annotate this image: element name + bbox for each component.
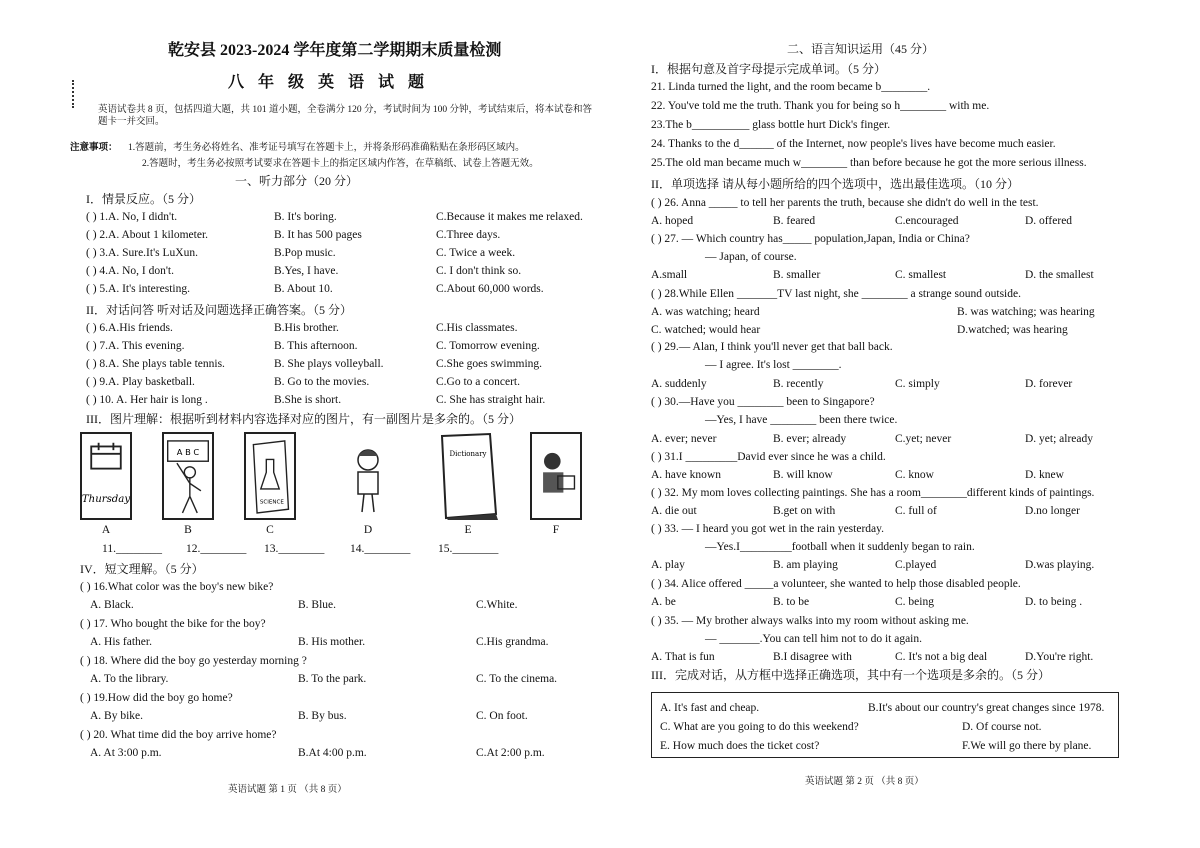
q17-option-1: B. His mother. <box>298 636 366 648</box>
q19-option-1: B. By bus. <box>298 710 347 722</box>
q1-col-2: C.Because it makes me relaxed. <box>436 211 583 223</box>
reader-icon <box>532 434 580 518</box>
q27-option-3: D. the smallest <box>1025 269 1094 281</box>
q33-response: —Yes.I_________football when it suddenly began to rain. <box>705 541 975 553</box>
picture-d <box>342 432 394 520</box>
section1-heading: I．情景反应。（5 分） <box>86 192 201 206</box>
exam-title: 乾安县 2023-2024 学年度第二学期期末质量检测 <box>168 42 502 59</box>
q29-option-2: C. simply <box>895 378 940 390</box>
q5-col-0: ( ) 5.A. It's interesting. <box>86 283 190 295</box>
left-footer: 英语试题 第 1 页 （共 8 页） <box>228 785 347 795</box>
q10-col-0: ( ) 10. A. Her hair is long . <box>86 394 208 406</box>
section2-heading: II．对话问答 听对话及问题选择正确答案。（5 分） <box>86 303 352 317</box>
option-b: B.It's about our country's great changes since 1978. <box>868 702 1105 714</box>
q27-question: ( ) 27. — Which country has_____ population,Japan, India or China? <box>651 233 970 245</box>
q4-col-1: B.Yes, I have. <box>274 265 339 277</box>
science-text: SCIENCE <box>259 499 284 506</box>
svg-text:A B C: A B C <box>176 446 200 457</box>
q29-option-0: A. suddenly <box>651 378 707 390</box>
blank-15: 15.________ <box>438 543 499 555</box>
picture-c <box>244 432 296 520</box>
picture-label-c: C <box>266 524 274 536</box>
q32-option-2: C. full of <box>895 505 937 517</box>
r-section3-heading: III．完成对话，从方框中选择正确选项，其中有一个选项是多余的。（5 分） <box>651 668 1050 682</box>
q27-option-2: C. smallest <box>895 269 947 281</box>
q8-col-2: C.She goes swimming. <box>436 358 543 370</box>
q29-option-1: B. recently <box>773 378 824 390</box>
q27-response: — Japan, of course. <box>705 251 797 263</box>
q10-col-1: B.She is short. <box>274 394 342 406</box>
q33-option-1: B. am playing <box>773 559 838 571</box>
q19-option-0: A. By bike. <box>90 710 144 722</box>
picture-row <box>80 432 580 542</box>
q18-option-0: A. To the library. <box>90 673 169 685</box>
q33-question: ( ) 33. — I heard you got wet in the rain yesterday. <box>651 523 885 535</box>
left-page <box>60 0 600 848</box>
q26-option-0: A. hoped <box>651 215 694 227</box>
q35-option-3: D.You're right. <box>1025 651 1094 663</box>
q26-option-1: B. feared <box>773 215 816 227</box>
q18-option-2: C. To the cinema. <box>476 673 558 685</box>
r-section1-heading: I．根据句意及首字母提示完成单词。（5 分） <box>651 62 886 76</box>
q10-col-2: C. She has straight hair. <box>436 394 546 406</box>
q31-option-3: D. knew <box>1025 469 1064 481</box>
section4-heading: IV．短文理解。（5 分） <box>80 562 204 576</box>
q32-question: ( ) 32. My mom loves collecting paintings. She has a room________different kinds of paintings. <box>651 487 1095 499</box>
option-a: A. It's fast and cheap. <box>660 702 760 714</box>
notice-1: 1.答题前，考生务必将姓名、准考证号填写在答题卡上，并将条形码准确粘贴在条形码区域内。 <box>128 143 525 153</box>
notice-2: 2.答题时，考生务必按照考试要求在答题卡上的指定区域内作答，在草稿纸、试卷上答题无效。 <box>142 159 539 169</box>
q35-response: — _______.You can tell him not to do it again. <box>705 633 923 645</box>
q20-option-1: B.At 4:00 p.m. <box>298 747 367 759</box>
q6-col-2: C.His classmates. <box>436 322 518 334</box>
q30-option-1: B. ever; already <box>773 433 847 445</box>
q33-option-3: D.was playing. <box>1025 559 1095 571</box>
q21-line: 21. Linda turned the light, and the room became b________. <box>651 81 931 93</box>
q16-option-0: A. Black. <box>90 599 134 611</box>
q18-question: ( ) 18. Where did the boy go yesterday morning ? <box>80 655 307 667</box>
q6-col-1: B.His brother. <box>274 322 339 334</box>
q34-option-2: C. being <box>895 596 934 608</box>
q34-option-0: A. be <box>651 596 676 608</box>
thursday-text: Thursday <box>82 493 130 505</box>
picture-label-a: A <box>101 524 111 536</box>
r-section2-heading: II．单项选择 请从每小题所给的四个选项中，选出最佳选项。（10 分） <box>651 177 1019 191</box>
q9-col-2: C.Go to a concert. <box>436 376 520 388</box>
q25-line: 25.The old man became much w________ than before because he got the more serious illness. <box>651 157 1087 169</box>
q16-option-1: B. Blue. <box>298 599 337 611</box>
q34-question: ( ) 34. Alice offered _____a volunteer, she wanted to help those disabled people. <box>651 578 1021 590</box>
q31-option-2: C. know <box>895 469 934 481</box>
q20-option-0: A. At 3:00 p.m. <box>90 747 162 759</box>
q27-option-1: B. smaller <box>773 269 821 281</box>
q4-col-2: C. I don't think so. <box>436 265 522 277</box>
q5-col-2: C.About 60,000 words. <box>436 283 544 295</box>
q26-option-3: D. offered <box>1025 215 1073 227</box>
q17-option-2: C.His grandma. <box>476 636 549 648</box>
q28-question: ( ) 28.While Ellen _______TV last night, she ________ a strange sound outside. <box>651 288 1021 300</box>
q23-line: 23.The b__________ glass bottle hurt Dick's finger. <box>651 119 891 131</box>
blank-12: 12.________ <box>186 543 247 555</box>
q35-option-0: A. That is fun <box>651 651 715 663</box>
q3-col-1: B.Pop music. <box>274 247 336 259</box>
option-e: E. How much does the ticket cost? <box>660 740 820 752</box>
picture-label-f: F <box>552 524 560 536</box>
q8-col-0: ( ) 8.A. She plays table tennis. <box>86 358 225 370</box>
option-d: D. Of course not. <box>962 721 1042 733</box>
q28-option-1: B. was watching; was hearing <box>957 306 1095 318</box>
q34-option-3: D. to being . <box>1025 596 1083 608</box>
q32-option-1: B.get on with <box>773 505 836 517</box>
q31-option-1: B. will know <box>773 469 833 481</box>
q1-col-0: ( ) 1.A. No, I didn't. <box>86 211 178 223</box>
blank-11: 11.________ <box>102 543 162 555</box>
q32-option-3: D.no longer <box>1025 505 1080 517</box>
q16-question: ( ) 16.What color was the boy's new bike? <box>80 581 274 593</box>
q7-col-2: C. Tomorrow evening. <box>436 340 540 352</box>
q26-option-2: C.encouraged <box>895 215 959 227</box>
picture-label-b: B <box>184 524 192 536</box>
q17-question: ( ) 17. Who bought the bike for the boy? <box>80 618 266 630</box>
q9-col-1: B. Go to the movies. <box>274 376 370 388</box>
q3-col-0: ( ) 3.A. Sure.It's LuXun. <box>86 247 198 259</box>
q2-col-2: C.Three days. <box>436 229 501 241</box>
teacher-icon <box>164 434 212 518</box>
q9-col-0: ( ) 9.A. Play basketball. <box>86 376 195 388</box>
q22-line: 22. You've told me the truth. Thank you for being so h________ with me. <box>651 100 990 112</box>
q26-question: ( ) 26. Anna _____ to tell her parents the truth, because she didn't do well in the test. <box>651 197 1039 209</box>
q18-option-1: B. To the park. <box>298 673 367 685</box>
q7-col-1: B. This afternoon. <box>274 340 358 352</box>
exam-subtitle: 八年级英语试题 <box>228 74 439 91</box>
q30-option-0: A. ever; never <box>651 433 717 445</box>
q35-question: ( ) 35. — My brother always walks into my room without asking me. <box>651 615 969 627</box>
girl-icon <box>342 432 394 520</box>
calendar-icon <box>82 434 130 518</box>
q32-option-0: A. die out <box>651 505 697 517</box>
q30-question: ( ) 30.—Have you ________ been to Singapore? <box>651 396 875 408</box>
q24-line: 24. Thanks to the d______ of the Internet, now people's lives have become much easier. <box>651 138 1056 150</box>
q30-option-2: C.yet; never <box>895 433 952 445</box>
q31-option-0: A. have known <box>651 469 721 481</box>
part1-heading: 一、听力部分（20 分） <box>235 174 359 188</box>
picture-label-d: D <box>363 524 373 536</box>
q19-option-2: C. On foot. <box>476 710 528 722</box>
q4-col-0: ( ) 4.A. No, I don't. <box>86 265 174 277</box>
q35-option-2: C. It's not a big deal <box>895 651 988 663</box>
q19-question: ( ) 19.How did the boy go home? <box>80 692 233 704</box>
q33-option-2: C.played <box>895 559 937 571</box>
q34-option-1: B. to be <box>773 596 810 608</box>
option-c: C. What are you going to do this weekend? <box>660 721 859 733</box>
q29-option-3: D. forever <box>1025 378 1073 390</box>
blank-13: 13.________ <box>264 543 325 555</box>
section3-heading: III．图片理解：根据听到材料内容选择对应的图片，有一副图片是多余的。（5 分） <box>86 412 521 426</box>
q30-response: —Yes, I have ________ been there twice. <box>705 414 898 426</box>
q35-option-1: B.I disagree with <box>773 651 852 663</box>
q28-option-3: D.watched; was hearing <box>957 324 1068 336</box>
q5-col-1: B. About 10. <box>274 283 333 295</box>
q6-col-0: ( ) 6.A.His friends. <box>86 322 173 334</box>
q1-col-1: B. It's boring. <box>274 211 337 223</box>
q28-option-0: A. was watching; heard <box>651 306 760 318</box>
science-book-icon <box>246 434 294 518</box>
notice-label: 注意事项： <box>70 143 118 153</box>
q8-col-1: B. She plays volleyball. <box>274 358 384 370</box>
q27-option-0: A.small <box>651 269 688 281</box>
q30-option-3: D. yet; already <box>1025 433 1094 445</box>
picture-f <box>530 432 582 520</box>
picture-a <box>80 432 132 520</box>
dictionary-icon <box>436 432 500 520</box>
q17-option-0: A. His father. <box>90 636 152 648</box>
exam-intro: 英语试卷共 8 页，包括四道大题，共 101 道小题，全卷满分 120 分，考试时间为 100 分钟，考试结束后，将本试卷和答题卡一并交回。 <box>98 105 593 127</box>
q7-col-0: ( ) 7.A. This evening. <box>86 340 185 352</box>
dictionary-text: Dictionary <box>449 450 487 458</box>
answer-options-box <box>651 692 1119 758</box>
right-page <box>645 0 1145 848</box>
q20-question: ( ) 20. What time did the boy arrive home? <box>80 729 277 741</box>
q2-col-0: ( ) 2.A. About 1 kilometer. <box>86 229 209 241</box>
option-f: F.We will go there by plane. <box>962 740 1092 752</box>
picture-e <box>436 432 500 520</box>
picture-b <box>162 432 214 520</box>
q28-option-2: C. watched; would hear <box>651 324 761 336</box>
q3-col-2: C. Twice a week. <box>436 247 516 259</box>
q31-question: ( ) 31.I _________David ever since he was a child. <box>651 451 886 463</box>
blank-14: 14.________ <box>350 543 411 555</box>
q29-question: ( ) 29.— Alan, I think you'll never get that ball back. <box>651 341 893 353</box>
q20-option-2: C.At 2:00 p.m. <box>476 747 545 759</box>
q33-option-0: A. play <box>651 559 685 571</box>
q2-col-1: B. It has 500 pages <box>274 229 362 241</box>
q29-response: — I agree. It's lost ________. <box>705 359 842 371</box>
part2-heading: 二、语言知识运用（45 分） <box>787 42 935 56</box>
q16-option-2: C.White. <box>476 599 518 611</box>
right-footer: 英语试题 第 2 页 （共 8 页） <box>805 777 924 787</box>
picture-label-e: E <box>464 524 472 536</box>
